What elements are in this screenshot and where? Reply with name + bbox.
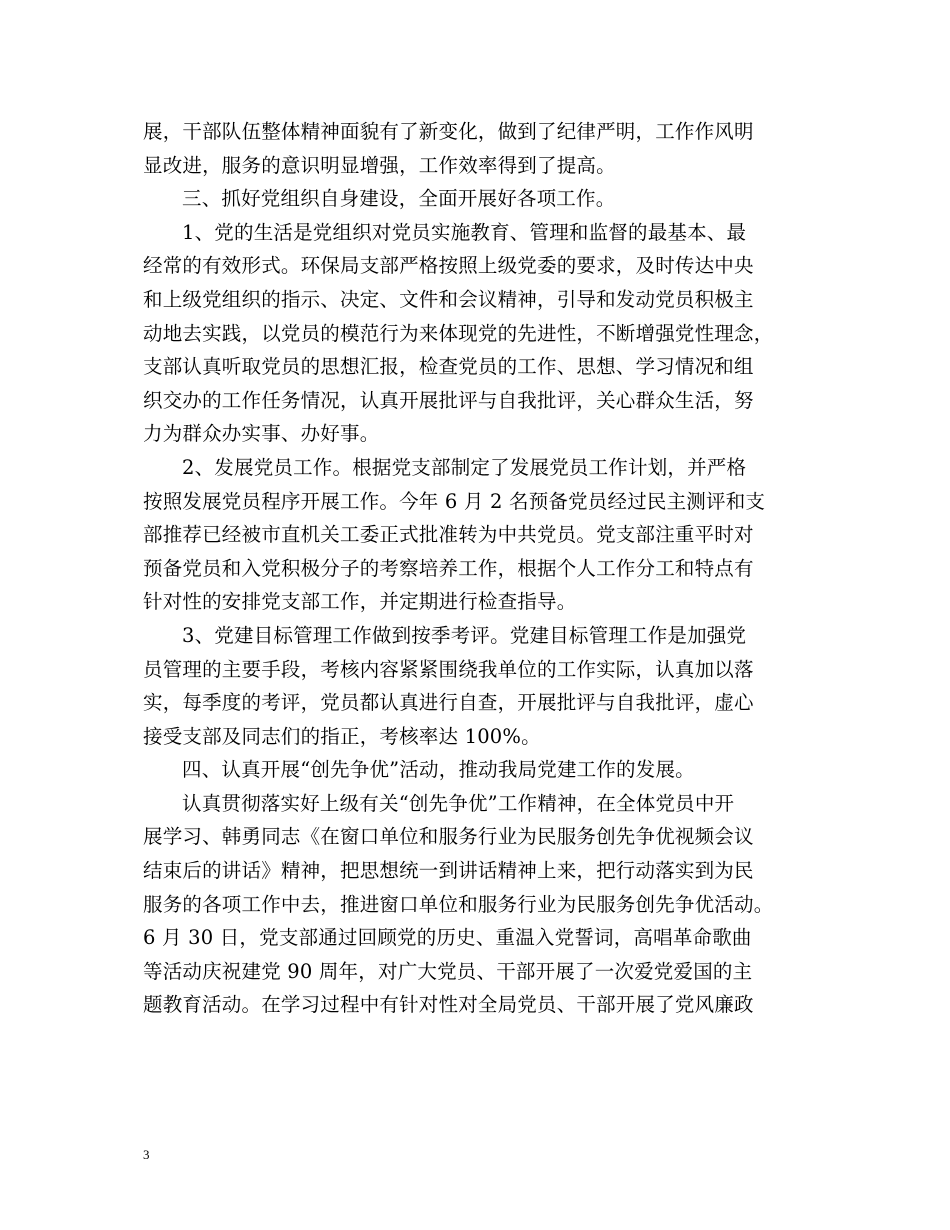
text-line: 3、党建目标管理工作做到按季考评。党建目标管理工作是加强党 [182,623,747,647]
text-line: 展学习、韩勇同志《在窗口单位和服务行业为民服务创先争优视频会议 [143,825,754,849]
text-line: 显改进，服务的意识明显增强，工作效率得到了提高。 [143,153,616,177]
text-line: 力为群众办实事、办好事。 [143,422,380,446]
text-line: 三、抓好党组织自身建设，全面开展好各项工作。 [182,187,616,211]
text-line: 四、认真开展“创先争优”活动，推动我局党建工作的发展。 [182,758,695,782]
text-line: 部推荐已经被市直机关工委正式批准转为中共党员。党支部注重平时对 [143,523,754,547]
text-line: 等活动庆祝建党 90 周年，对广大党员、干部开展了一次爱党爱国的主 [143,959,753,983]
text-line: 经常的有效形式。环保局支部严格按照上级党委的要求，及时传达中央 [143,254,754,278]
document-body [143,115,809,1022]
page-number: 3 [143,1147,150,1162]
text-line: 针对性的安排党支部工作，并定期进行检查指导。 [143,590,577,614]
text-line: 6 月 30 日，党支部通过回顾党的历史、重温入党誓词，高唱革命歌曲 [143,926,752,950]
text-line: 动地去实践，以党员的模范行为来体现党的先进性，不断增强党性理念， [143,321,774,345]
text-line: 展，干部队伍整体精神面貌有了新变化，做到了纪律严明，工作作风明 [143,120,754,143]
text-line: 按照发展党员程序开展工作。今年 6 月 2 名预备党员经过民主测评和支 [143,489,766,513]
text-line: 接受支部及同志们的指正，考核率达 100%。 [143,724,541,748]
text-line: 题教育活动。在学习过程中有针对性对全局党员、干部开展了党风廉政 [143,993,754,1017]
text-line: 预备党员和入党积极分子的考察培养工作，根据个人工作分工和特点有 [143,556,754,580]
text-line: 员管理的主要手段，考核内容紧紧围绕我单位的工作实际，认真加以落 [143,657,754,681]
text-line: 服务的各项工作中去，推进窗口单位和服务行业为民服务创先争优活动。 [143,892,774,916]
text-line: 2、发展党员工作。根据党支部制定了发展党员工作计划，并严格 [182,455,747,479]
text-line: 支部认真听取党员的思想汇报，检查党员的工作、思想、学习情况和组 [143,355,754,379]
text-line: 实，每季度的考评，党员都认真进行自查，开展批评与自我批评，虚心 [143,691,754,715]
text-line: 和上级党组织的指示、决定、文件和会议精神，引导和发动党员积极主 [143,287,754,311]
text-line: 织交办的工作任务情况，认真开展批评与自我批评，关心群众生活，努 [143,388,754,412]
text-line: 结束后的讲话》精神，把思想统一到讲话精神上来，把行动落实到为民 [143,859,754,883]
text-line: 1、党的生活是党组织对党员实施教育、管理和监督的最基本、最 [182,220,747,244]
text-line: 认真贯彻落实好上级有关“创先争优”工作精神，在全体党员中开 [182,791,735,815]
